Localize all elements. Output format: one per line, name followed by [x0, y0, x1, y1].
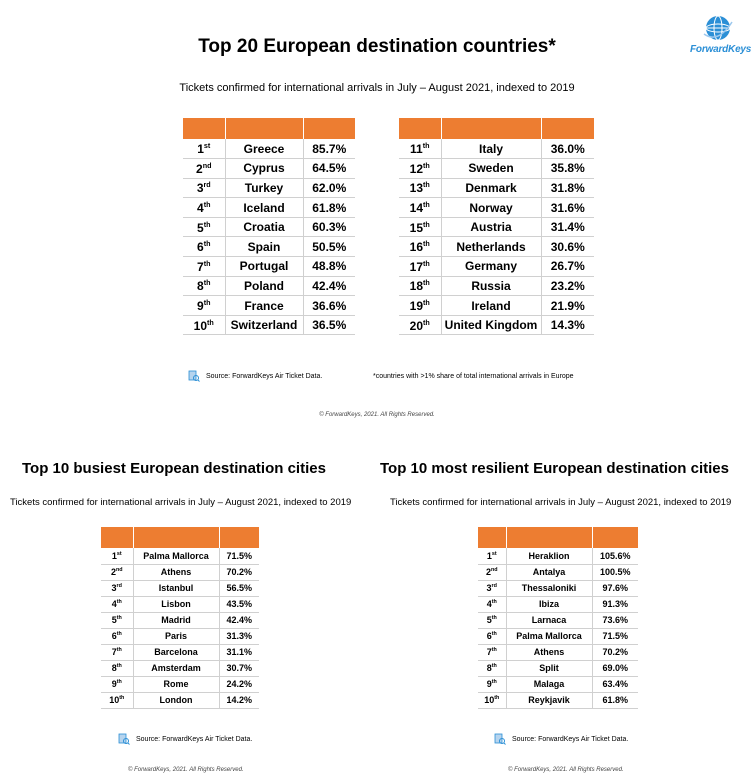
source-text: Source: ForwardKeys Air Ticket Data. [136, 735, 253, 743]
rank-cell [478, 676, 506, 692]
table-row [183, 217, 355, 237]
destination-name: Amsterdam [133, 660, 219, 676]
rank-number: 8 [111, 663, 117, 673]
table-row [183, 159, 355, 179]
index-value: 63.4% [592, 676, 638, 692]
rank-cell [183, 296, 225, 316]
rank-cell [183, 257, 225, 277]
rank-number: 1 [197, 142, 204, 157]
rank-cell [399, 315, 441, 335]
countries-copyright: © ForwardKeys, 2021. All Rights Reserved. [319, 412, 435, 418]
rank-cell [478, 692, 506, 708]
rank-number: 7 [197, 259, 204, 274]
rank-suffix: th [116, 599, 122, 605]
destination-name: Ibiza [506, 596, 592, 612]
index-value: 71.5% [592, 628, 638, 644]
resilient-table [478, 527, 638, 709]
rank-cell [101, 596, 133, 612]
rank-cell [183, 178, 225, 198]
rank-suffix: th [116, 631, 122, 637]
rank-cell [101, 660, 133, 676]
rank-number: 9 [197, 299, 204, 314]
index-value: 31.3% [219, 628, 259, 644]
rank-number: 11 [410, 142, 423, 157]
destination-name: Switzerland [225, 315, 303, 335]
rank-suffix: th [423, 200, 430, 210]
index-value: 30.7% [219, 660, 259, 676]
destination-name: Italy [441, 139, 541, 159]
countries-table-right [399, 118, 594, 335]
table-row [101, 692, 259, 708]
rank-cell [183, 237, 225, 257]
rank-number: 2 [485, 567, 491, 577]
rank-cell [183, 276, 225, 296]
index-value: 70.2% [592, 644, 638, 660]
table-row [183, 178, 355, 198]
rank-suffix: nd [202, 160, 212, 170]
rank-cell [183, 198, 225, 218]
index-value: 31.6% [541, 198, 594, 218]
table-row [399, 217, 594, 237]
rank-number: 1 [111, 550, 117, 561]
rank-suffix: th [116, 647, 122, 653]
destination-name: Istanbul [133, 580, 219, 596]
rank-number: 1 [486, 550, 492, 561]
rank-suffix: th [203, 200, 211, 210]
destination-name: Rome [133, 676, 219, 692]
rank-suffix: th [423, 258, 430, 268]
rank-suffix: th [491, 599, 497, 605]
document-search-icon [188, 370, 200, 382]
table-row [183, 198, 355, 218]
destination-name: Portugal [225, 257, 303, 277]
destination-name: Russia [441, 276, 541, 296]
rank-suffix: nd [490, 567, 498, 573]
countries-source [188, 370, 322, 382]
destination-name: Poland [225, 276, 303, 296]
rank-number: 19 [409, 299, 424, 314]
rank-number: 8 [486, 663, 492, 673]
rank-suffix: th [423, 278, 430, 288]
table-row [478, 596, 638, 612]
rank-cell [478, 564, 506, 580]
table-row [101, 612, 259, 628]
rank-suffix: th [423, 180, 430, 190]
rank-number: 20 [409, 318, 424, 333]
table-row [183, 139, 355, 159]
rank-cell [478, 548, 506, 564]
index-value: 14.3% [541, 315, 594, 335]
rank-cell [478, 628, 506, 644]
table-row [399, 178, 594, 198]
rank-number: 7 [111, 647, 117, 657]
logo-text: ForwardKeys [690, 44, 752, 55]
index-value: 105.6% [592, 548, 638, 564]
rank-suffix: st [116, 550, 122, 557]
rank-number: 8 [197, 279, 204, 294]
rank-number: 6 [197, 240, 204, 255]
index-value: 71.5% [219, 548, 259, 564]
rank-suffix: th [203, 278, 211, 288]
index-value: 35.8% [541, 159, 594, 179]
rank-number: 3 [196, 181, 204, 196]
table-row [478, 644, 638, 660]
table-row [183, 276, 355, 296]
rank-number: 3 [111, 583, 117, 593]
rank-suffix: th [203, 298, 211, 308]
rank-number: 4 [111, 599, 117, 609]
table-row [101, 596, 259, 612]
rank-suffix: th [203, 258, 211, 268]
table-row [478, 660, 638, 676]
rank-number: 4 [197, 201, 204, 216]
resilient-copyright: © ForwardKeys, 2021. All Rights Reserved. [508, 767, 624, 773]
index-value: 14.2% [219, 692, 259, 708]
rank-number: 15 [409, 220, 424, 235]
index-value: 50.5% [303, 237, 355, 257]
table-row [478, 692, 638, 708]
rank-suffix: th [423, 160, 430, 170]
rank-number: 2 [196, 161, 203, 176]
table-row [478, 628, 638, 644]
source-text: Source: ForwardKeys Air Ticket Data. [512, 735, 629, 743]
rank-cell [399, 198, 441, 218]
rank-number: 5 [197, 220, 204, 235]
table-row [399, 315, 594, 335]
index-value: 64.5% [303, 159, 355, 179]
destination-name: Cyprus [225, 159, 303, 179]
destination-name: Iceland [225, 198, 303, 218]
countries-footnote: *countries with >1% share of total international arrivals in Europe [373, 373, 574, 380]
table-row [183, 237, 355, 257]
rank-cell [101, 676, 133, 692]
index-value: 42.4% [219, 612, 259, 628]
rank-cell [478, 596, 506, 612]
rank-cell [183, 139, 225, 159]
busiest-source [118, 733, 252, 745]
destination-name: Lisbon [133, 596, 219, 612]
index-value: 100.5% [592, 564, 638, 580]
table-row [399, 198, 594, 218]
destination-name: Thessaloniki [506, 580, 592, 596]
index-value: 31.4% [541, 217, 594, 237]
rank-number: 5 [486, 615, 492, 625]
table-row [478, 548, 638, 564]
document-search-icon [494, 733, 506, 745]
rank-suffix: th [423, 239, 430, 249]
countries-subtitle: Tickets confirmed for international arrivals in July – August 2021, indexed to 2019 [179, 82, 575, 94]
destination-name: Split [506, 660, 592, 676]
index-value: 85.7% [303, 139, 355, 159]
index-value: 23.2% [541, 276, 594, 296]
destination-name: Spain [225, 237, 303, 257]
countries-table-left [183, 118, 355, 335]
rank-number: 9 [111, 679, 117, 689]
rank-number: 16 [409, 240, 424, 255]
rank-suffix: th [491, 615, 497, 621]
index-value: 36.5% [303, 315, 355, 335]
index-value: 36.6% [303, 296, 355, 316]
index-value: 62.0% [303, 178, 355, 198]
rank-cell [399, 178, 441, 198]
table-row [101, 644, 259, 660]
index-value: 26.7% [541, 257, 594, 277]
destination-name: Denmark [441, 178, 541, 198]
destination-name: Malaga [506, 676, 592, 692]
rank-suffix: th [494, 695, 500, 701]
rank-number: 13 [409, 181, 424, 196]
destination-name: Athens [133, 564, 219, 580]
rank-number: 4 [486, 599, 492, 609]
rank-suffix: st [203, 141, 211, 151]
busiest-copyright: © ForwardKeys, 2021. All Rights Reserved. [128, 767, 244, 773]
rank-cell [478, 580, 506, 596]
destination-name: Heraklion [506, 548, 592, 564]
destination-name: Greece [225, 139, 303, 159]
rank-number: 6 [486, 631, 492, 641]
index-value: 43.5% [219, 596, 259, 612]
destination-name: Reykjavik [506, 692, 592, 708]
rank-cell [101, 548, 133, 564]
rank-number: 17 [409, 259, 424, 274]
busiest-table [101, 527, 259, 709]
destination-name: Paris [133, 628, 219, 644]
table-row [101, 548, 259, 564]
rank-suffix: th [491, 663, 497, 669]
rank-cell [101, 628, 133, 644]
rank-suffix: th [423, 219, 430, 229]
rank-suffix: st [491, 550, 497, 557]
table-row [478, 580, 638, 596]
index-value: 60.3% [303, 217, 355, 237]
index-value: 36.0% [541, 139, 594, 159]
table-row [101, 564, 259, 580]
destination-name: Ireland [441, 296, 541, 316]
rank-suffix: th [491, 647, 497, 653]
rank-cell [399, 237, 441, 257]
table-row [399, 257, 594, 277]
index-value: 56.5% [219, 580, 259, 596]
rank-cell [101, 644, 133, 660]
table-row [183, 315, 355, 335]
rank-number: 10 [484, 695, 495, 705]
index-value: 42.4% [303, 276, 355, 296]
destination-name: Athens [506, 644, 592, 660]
rank-suffix: th [207, 317, 214, 327]
table-row [478, 564, 638, 580]
rank-cell [399, 159, 441, 179]
rank-suffix: th [203, 219, 211, 229]
table-row [183, 296, 355, 316]
rank-cell [101, 612, 133, 628]
destination-name: United Kingdom [441, 315, 541, 335]
document-search-icon [118, 733, 130, 745]
rank-suffix: th [422, 141, 430, 151]
rank-suffix: th [116, 663, 122, 669]
rank-number: 7 [486, 647, 492, 657]
rank-suffix: nd [115, 567, 123, 573]
rank-suffix: th [116, 615, 122, 621]
table-row [478, 676, 638, 692]
rank-cell [478, 644, 506, 660]
index-value: 61.8% [303, 198, 355, 218]
table-row [399, 276, 594, 296]
rank-suffix: rd [116, 583, 122, 589]
rank-cell [399, 217, 441, 237]
rank-number: 3 [486, 583, 492, 593]
rank-suffix: rd [491, 583, 497, 589]
destination-name: Palma Mallorca [133, 548, 219, 564]
index-value: 70.2% [219, 564, 259, 580]
resilient-subtitle: Tickets confirmed for international arrivals in July – August 2021, indexed to 2019 [390, 497, 732, 508]
index-value: 73.6% [592, 612, 638, 628]
rank-cell [399, 296, 441, 316]
destination-name: Sweden [441, 159, 541, 179]
rank-cell [183, 315, 225, 335]
source-text: Source: ForwardKeys Air Ticket Data. [206, 372, 323, 380]
rank-suffix: th [119, 695, 125, 701]
rank-suffix: rd [203, 180, 211, 190]
index-value: 24.2% [219, 676, 259, 692]
table-row [101, 580, 259, 596]
destination-name: France [225, 296, 303, 316]
busiest-subtitle: Tickets confirmed for international arrivals in July – August 2021, indexed to 2019 [10, 497, 352, 508]
destination-name: Larnaca [506, 612, 592, 628]
rank-suffix: th [203, 239, 211, 249]
table-row [478, 612, 638, 628]
busiest-title: Top 10 busiest European destination cities [22, 460, 326, 477]
rank-number: 10 [109, 695, 120, 705]
destination-name: Turkey [225, 178, 303, 198]
index-value: 97.6% [592, 580, 638, 596]
rank-suffix: th [491, 631, 497, 637]
rank-cell [399, 139, 441, 159]
rank-number: 9 [486, 679, 492, 689]
table-row [101, 628, 259, 644]
rank-suffix: th [116, 679, 122, 685]
rank-number: 14 [409, 201, 424, 216]
destination-name: Barcelona [133, 644, 219, 660]
destination-name: Antalya [506, 564, 592, 580]
destination-name: Netherlands [441, 237, 541, 257]
index-value: 48.8% [303, 257, 355, 277]
rank-number: 2 [110, 567, 116, 577]
destination-name: Germany [441, 257, 541, 277]
index-value: 31.1% [219, 644, 259, 660]
table-row [183, 257, 355, 277]
rank-suffix: th [423, 317, 430, 327]
rank-cell [399, 257, 441, 277]
rank-number: 6 [111, 631, 117, 641]
rank-cell [399, 276, 441, 296]
rank-cell [183, 159, 225, 179]
table-row [101, 676, 259, 692]
rank-number: 10 [193, 318, 208, 333]
rank-suffix: th [491, 679, 497, 685]
destination-name: Austria [441, 217, 541, 237]
index-value: 30.6% [541, 237, 594, 257]
table-row [399, 237, 594, 257]
rank-number: 12 [409, 161, 424, 176]
index-value: 21.9% [541, 296, 594, 316]
resilient-title: Top 10 most resilient European destination cities [380, 460, 729, 477]
destination-name: Madrid [133, 612, 219, 628]
resilient-source [494, 733, 628, 745]
table-row [399, 296, 594, 316]
table-row [399, 139, 594, 159]
rank-cell [183, 217, 225, 237]
rank-cell [101, 692, 133, 708]
rank-number: 5 [111, 615, 117, 625]
table-row [101, 660, 259, 676]
destination-name: Palma Mallorca [506, 628, 592, 644]
destination-name: Croatia [225, 217, 303, 237]
destination-name: Norway [441, 198, 541, 218]
rank-cell [478, 612, 506, 628]
table-row [399, 159, 594, 179]
rank-suffix: th [423, 298, 430, 308]
rank-cell [101, 580, 133, 596]
index-value: 61.8% [592, 692, 638, 708]
index-value: 31.8% [541, 178, 594, 198]
index-value: 69.0% [592, 660, 638, 676]
index-value: 91.3% [592, 596, 638, 612]
rank-cell [478, 660, 506, 676]
destination-name: London [133, 692, 219, 708]
countries-title: Top 20 European destination countries* [198, 36, 556, 57]
rank-number: 18 [409, 279, 424, 294]
rank-cell [101, 564, 133, 580]
